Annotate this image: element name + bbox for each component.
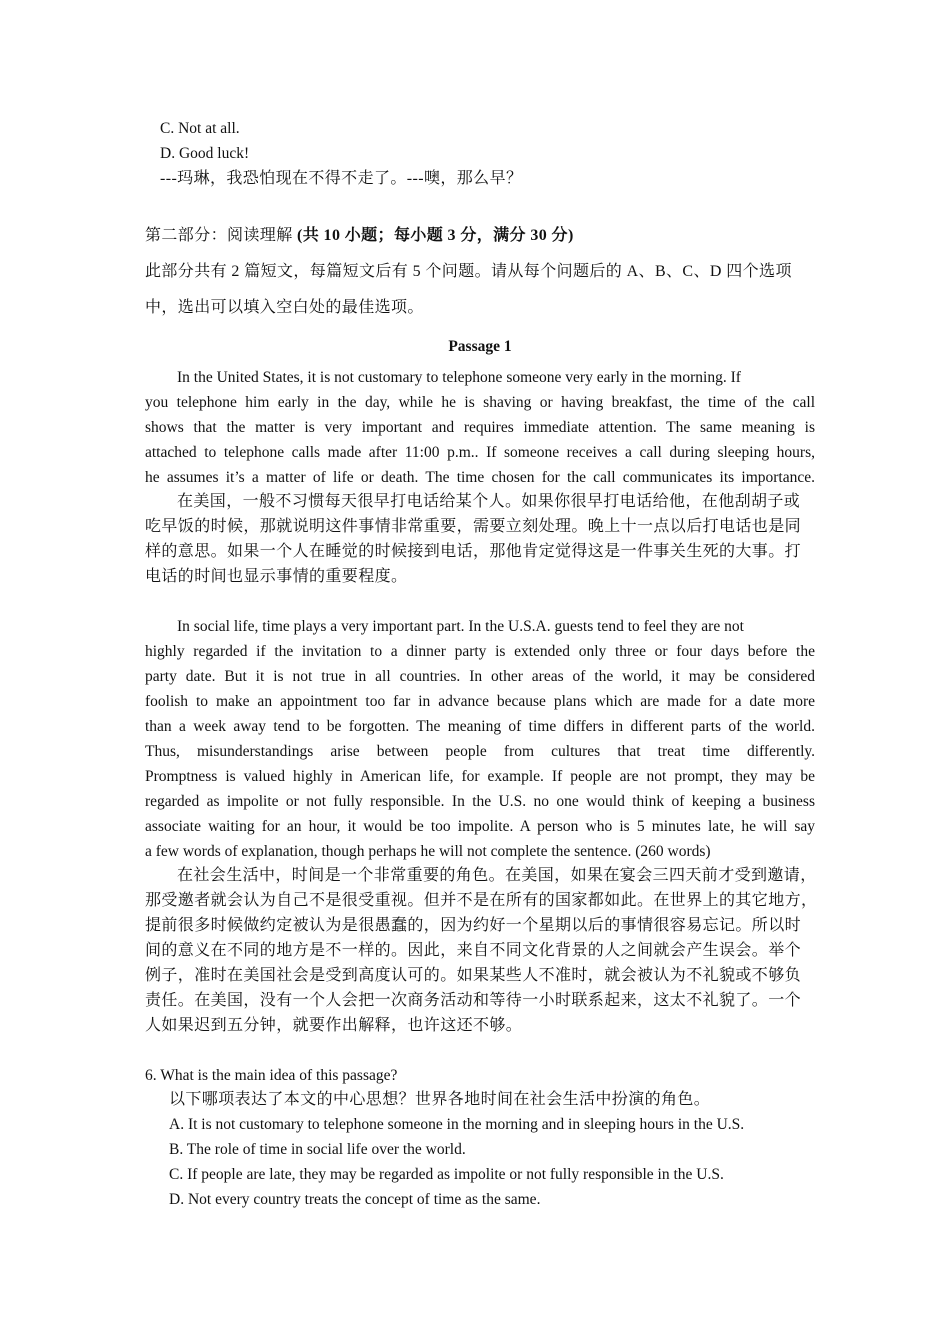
para1-en-line: In the United States, it is not customary to telephone someone very early in the morning. If [177, 369, 741, 386]
passage-title: Passage 1 [448, 338, 512, 355]
para1-cn-line: 电话的时间也显示事情的重要程度。 [145, 568, 408, 585]
question-6-option-c: C. If people are late, they may be regarded as impolite or not fully responsible in the U.S. [169, 1166, 724, 1183]
para1-cn-line: 吃早饭的时候，那就说明这件事情非常重要，需要立刻处理。晚上十一点以后打电话也是同 [145, 518, 802, 535]
section-heading-detail: (共 10 小题；每小题 3 分，满分 30 分) [297, 227, 574, 244]
question-6-translation: 以下哪项表达了本文的中心思想？世界各地时间在社会生活中扮演的角色。 [169, 1091, 711, 1108]
prev-option-d: D. Good luck! [160, 145, 250, 162]
para1-cn-line: 样的意思。如果一个人在睡觉的时候接到电话，那他肯定觉得这是一件事关生死的大事。打 [145, 543, 802, 560]
para2-en-line: foolish to make an appointment too far in advance because plans which are made for a date more [145, 693, 815, 710]
para2-en-line: highly regarded if the invitation to a dinner party is extended only three or four days before the [145, 643, 815, 660]
prev-option-c: C. Not at all. [160, 120, 240, 137]
para2-en-line: than a week away tend to be forgotten. The meaning of time differs in different parts of the world. [145, 718, 815, 735]
section-instruction-line1: 此部分共有 2 篇短文，每篇短文后有 5 个问题。请从每个问题后的 A、B、C、D 四个选项 [145, 263, 792, 280]
para2-en-line: In social life, time plays a very important part. In the U.S.A. guests tend to feel they are not [177, 618, 744, 635]
para1-en-line: attached to telephone calls made after 11:00 p.m.. If someone receives a call during sleeping hours, [145, 444, 815, 461]
question-6-option-a: A. It is not customary to telephone someone in the morning and in sleeping hours in the U.S. [169, 1116, 745, 1133]
para1-en-line: you telephone him early in the day, while he is shaving or having breakfast, the time of the call [145, 394, 815, 411]
para2-en-line: regarded as impolite or not fully responsible. In the U.S. no one would think of keeping a business [145, 793, 815, 810]
para2-en-line: Promptness is valued highly in American life, for example. If people are not prompt, they may be [145, 768, 815, 785]
question-6-option-d: D. Not every country treats the concept of time as the same. [169, 1191, 541, 1208]
para2-en-line: a few words of explanation, though perhaps he will not complete the sentence. (260 words) [145, 843, 711, 860]
section-heading [145, 226, 574, 246]
question-6-stem: 6. What is the main idea of this passage? [145, 1067, 398, 1084]
para2-en-line: Thus, misunderstandings arise between people from cultures that treat time differently. [145, 743, 815, 760]
para2-cn-line: 例子，准时在美国社会是受到高度认可的。如果某些人不准时，就会被认为不礼貌或不够负 [145, 967, 802, 984]
para2-cn-line: 人如果迟到五分钟，就要作出解释，也许这还不够。 [145, 1017, 523, 1034]
para1-cn-line: 在美国，一般不习惯每天很早打电话给某个人。如果你很早打电话给他，在他刮胡子或 [177, 493, 801, 510]
para1-en-line: shows that the matter is very important and requires immediate attention. The same meaning is [145, 419, 815, 436]
para2-en-line: associate waiting for an hour, it would be too impolite. A person who is 5 minutes late, he will say [145, 818, 815, 835]
section-instruction-line2: 中，选出可以填入空白处的最佳选项。 [145, 299, 424, 316]
question-6-option-b: B. The role of time in social life over the world. [169, 1141, 466, 1158]
para2-cn-line: 间的意义在不同的地方是不一样的。因此，来自不同文化背景的人之间就会产生误会。举个 [145, 942, 802, 959]
prev-question-translation: ---玛琳，我恐怕现在不得不走了。---噢，那么早？ [160, 170, 523, 187]
para2-cn-line: 那受邀者就会认为自己不是很受重视。但并不是在所有的国家都如此。在世界上的其它地方， [145, 892, 818, 909]
para2-cn-line: 在社会生活中，时间是一个非常重要的角色。在美国，如果在宴会三四天前才受到邀请， [177, 867, 817, 884]
para2-en-line: party date. But it is not true in all countries. In other areas of the world, it may be considered [145, 668, 815, 685]
para2-cn-line: 责任。在美国，没有一个人会把一次商务活动和等待一小时联系起来，这太不礼貌了。一个 [145, 992, 802, 1009]
para1-en-line: he assumes it’s a matter of life or death. The time chosen for the call communicates its importance. [145, 469, 815, 486]
para2-cn-line: 提前很多时候做约定被认为是很愚蠢的，因为约好一个星期以后的事情很容易忘记。所以时 [145, 917, 802, 934]
section-heading-prefix: 第二部分：阅读理解 [145, 227, 293, 244]
